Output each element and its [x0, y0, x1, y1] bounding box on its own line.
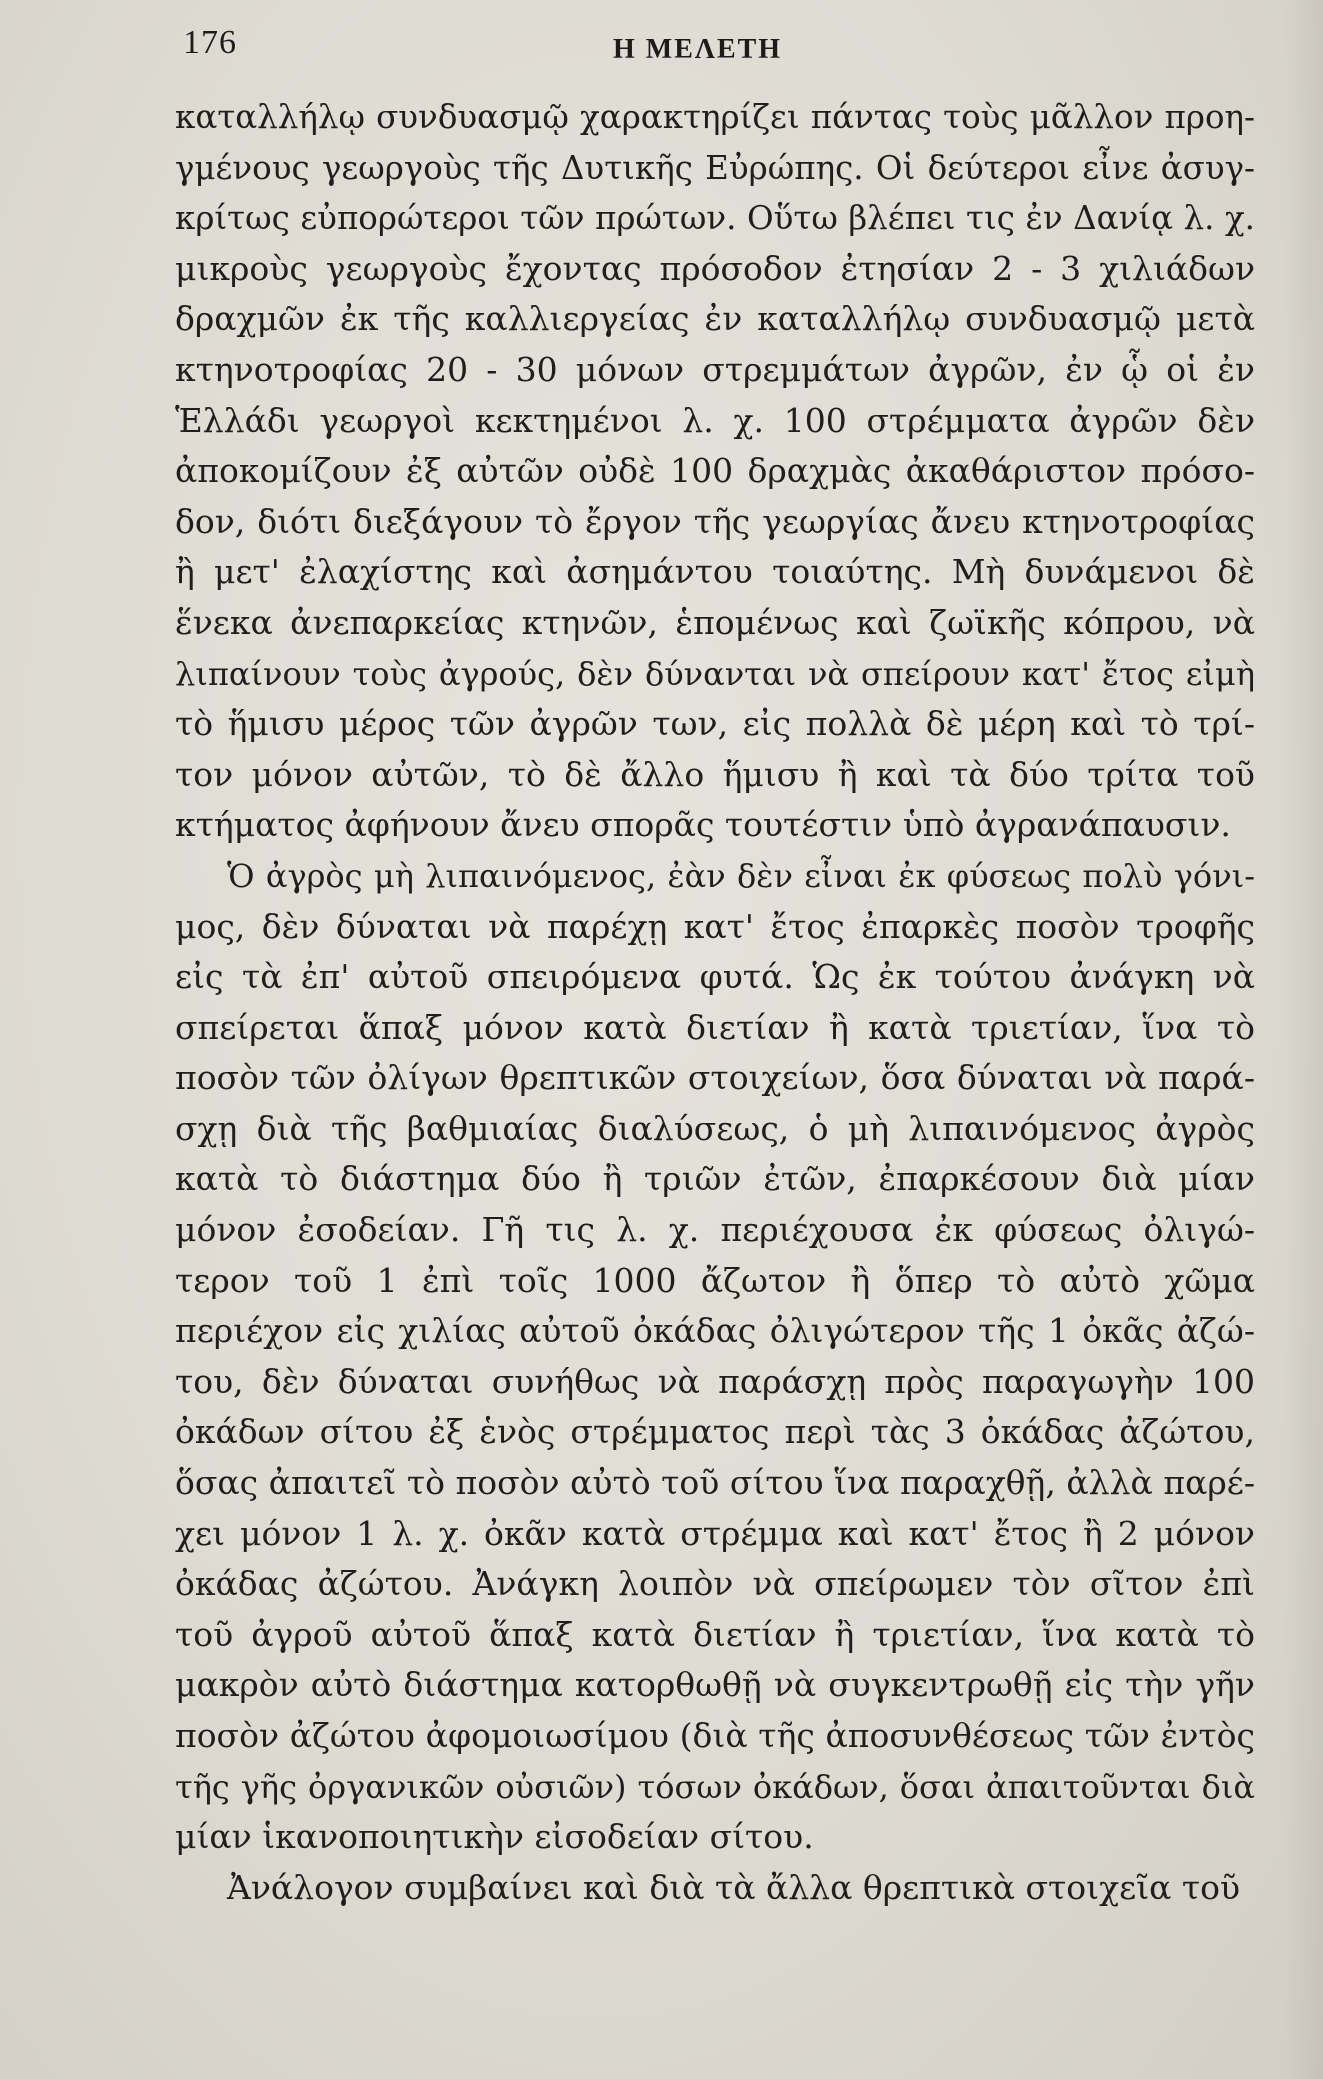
text-line: μόνον ἐσοδείαν. Γῆ τις λ. χ. περιέχουσα ἐκ φύσεως ὀλιγώ- [175, 1210, 1255, 1250]
page-header [183, 24, 1263, 84]
paragraph-start-line: Ἀνάλογον συμβαίνει καὶ διὰ τὰ ἄλλα θρεπτικὰ στοιχεῖα τοῦ [227, 1867, 1241, 1907]
text-line: Ἑλλάδι γεωργοὶ κεκτημένοι λ. χ. 100 στρέμματα ἀγρῶν δὲν [175, 400, 1255, 440]
text-line: μακρὸν αὐτὸ διάστημα κατορθωθῇ νὰ συγκεντρωθῇ εἰς τὴν γῆν [175, 1665, 1255, 1705]
text-line: κτήματος ἀφήνουν ἄνευ σπορᾶς τουτέστιν ὑπὸ ἀγρανάπαυσιν. [175, 805, 1231, 845]
text-line: λιπαίνουν τοὺς ἀγρούς, δὲν δύνανται νὰ σπείρουν κατ' ἔτος εἰμὴ [175, 654, 1255, 693]
text-line: ὀκάδων σίτου ἐξ ἑνὸς στρέμματος περὶ τὰς 3 ὀκάδας ἀζώτου, [175, 1412, 1255, 1452]
text-line: δραχμῶν ἐκ τῆς καλλιεργείας ἐν καταλλήλῳ συνδυασμῷ μετὰ [175, 299, 1255, 339]
text-line: τον μόνον αὐτῶν, τὸ δὲ ἄλλο ἥμισυ ἢ καὶ τὰ δύο τρίτα τοῦ [175, 754, 1255, 794]
text-line: ἕνεκα ἀνεπαρκείας κτηνῶν, ἑπομένως καὶ ζωϊκῆς κόπρου, νὰ [175, 602, 1255, 642]
text-line: ἀποκομίζουν ἐξ αὐτῶν οὐδὲ 100 δραχμὰς ἀκαθάριστον πρόσο- [175, 451, 1255, 491]
text-line: περιέχον εἰς χιλίας αὐτοῦ ὀκάδας ὀλιγώτερον τῆς 1 ὀκᾶς ἀζώ- [175, 1311, 1255, 1351]
text-line: κτηνοτροφίας 20 - 30 μόνων στρεμμάτων ἀγρῶν, ἐν ᾧ οἱ ἐν [175, 349, 1255, 389]
text-line: μος, δὲν δύναται νὰ παρέχῃ κατ' ἔτος ἐπαρκὲς ποσὸν τροφῆς [175, 906, 1255, 946]
page-edge-shadow [1283, 0, 1323, 2079]
text-line: χει μόνον 1 λ. χ. ὀκᾶν κατὰ στρέμμα καὶ κατ' ἔτος ἢ 2 μόνον [175, 1513, 1255, 1553]
text-line: γμένους γεωργοὺς τῆς Δυτικῆς Εὐρώπης. Οἱ δεύτεροι εἶνε ἀσυγ- [175, 148, 1255, 187]
body-text [175, 92, 1255, 1913]
text-line: ὅσας ἀπαιτεῖ τὸ ποσὸν αὐτὸ τοῦ σίτου ἵνα παραχθῇ, ἀλλὰ παρέ- [175, 1463, 1255, 1503]
text-line: σχῃ διὰ τῆς βαθμιαίας διαλύσεως, ὁ μὴ λιπαινόμενος ἀγρὸς [175, 1108, 1255, 1148]
text-line: ἢ μετ' ἐλαχίστης καὶ ἀσημάντου τοιαύτης. Μὴ δυνάμενοι δὲ [175, 552, 1255, 592]
text-line: τῆς γῆς ὀργανικῶν οὐσιῶν) τόσων ὀκάδων, ὅσαι ἀπαιτοῦνται διὰ [175, 1767, 1255, 1806]
text-line: ὀκάδας ἀζώτου. Ἀνάγκη λοιπὸν νὰ σπείρωμεν τὸν σῖτον ἐπὶ [175, 1564, 1255, 1604]
running-head: Η ΜΕΛΕΤΗ [613, 34, 783, 65]
text-line: σπείρεται ἅπαξ μόνον κατὰ διετίαν ἢ κατὰ τριετίαν, ἵνα τὸ [175, 1007, 1255, 1047]
text-line: καταλλήλῳ συνδυασμῷ χαρακτηρίζει πάντας τοὺς μᾶλλον προη- [175, 98, 1255, 136]
text-line: δον, διότι διεξάγουν τὸ ἔργον τῆς γεωργίας ἄνευ κτηνοτροφίας [175, 501, 1255, 541]
text-line: του, δὲν δύναται συνήθως νὰ παράσχῃ πρὸς παραγωγὴν 100 [175, 1361, 1255, 1401]
text-line: τὸ ἥμισυ μέρος τῶν ἀγρῶν των, εἰς πολλὰ δὲ μέρη καὶ τὸ τρί- [175, 704, 1255, 744]
text-line: μίαν ἱκανοποιητικὴν εἰσοδείαν σίτου. [175, 1817, 814, 1857]
paragraph-start-line: Ὁ ἀγρὸς μὴ λιπαινόμενος, ἐὰν δὲν εἶναι ἐκ φύσεως πολὺ γόνι- [227, 856, 1255, 895]
text-line: ποσὸν τῶν ὀλίγων θρεπτικῶν στοιχείων, ὅσα δύναται νὰ παρά- [175, 1058, 1255, 1098]
text-line: εἰς τὰ ἐπ' αὐτοῦ σπειρόμενα φυτά. Ὡς ἐκ τούτου ἀνάγκη νὰ [175, 957, 1255, 997]
text-line: τερον τοῦ 1 ἐπὶ τοῖς 1000 ἄζωτον ἢ ὅπερ τὸ αὐτὸ χῶμα [175, 1260, 1255, 1300]
page-number: 176 [183, 24, 237, 61]
text-line: τοῦ ἀγροῦ αὐτοῦ ἅπαξ κατὰ διετίαν ἢ τριετίαν, ἵνα κατὰ τὸ [175, 1614, 1255, 1654]
text-line: ποσὸν ἀζώτου ἀφομοιωσίμου (διὰ τῆς ἀποσυνθέσεως τῶν ἐντὸς [175, 1716, 1255, 1755]
text-line: κρίτως εὐπορώτεροι τῶν πρώτων. Οὕτω βλέπει τις ἐν Δανίᾳ λ. χ. [175, 199, 1255, 238]
text-line: μικροὺς γεωργοὺς ἔχοντας πρόσοδον ἐτησίαν 2 - 3 χιλιάδων [175, 248, 1255, 288]
text-line: κατὰ τὸ διάστημα δύο ἢ τριῶν ἐτῶν, ἐπαρκέσουν διὰ μίαν [175, 1159, 1255, 1199]
